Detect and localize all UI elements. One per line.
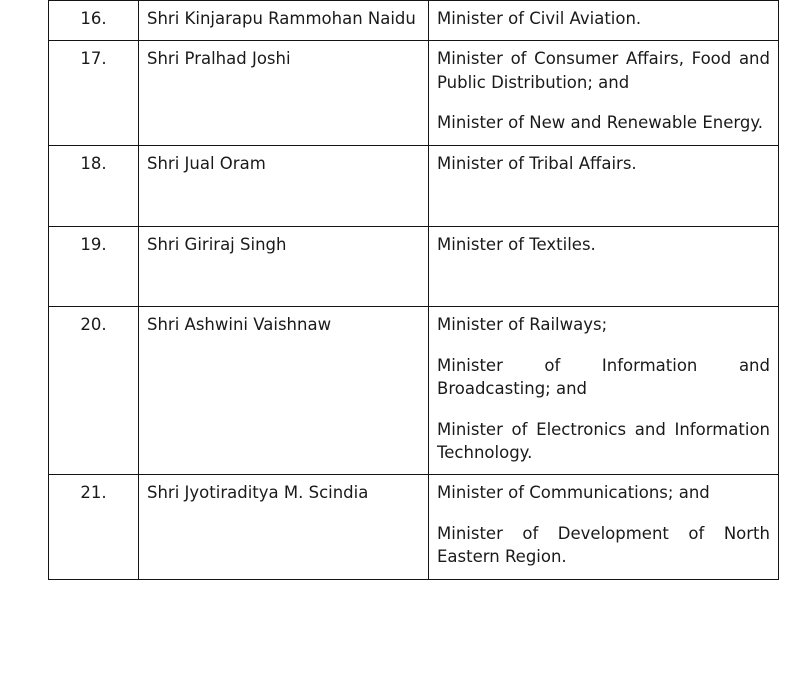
table-body bbox=[49, 1, 779, 580]
row-serial-number: 17. bbox=[49, 41, 139, 145]
row-minister-name: Shri Giriraj Singh bbox=[139, 226, 429, 307]
row-minister-name: Shri Kinjarapu Rammohan Naidu bbox=[139, 1, 429, 41]
portfolio-item: Minister of Electronics and Information Technology. bbox=[437, 419, 770, 463]
portfolio-item: Minister of Textiles. bbox=[437, 234, 596, 254]
row-serial-number: 21. bbox=[49, 475, 139, 579]
table-row bbox=[49, 1, 779, 41]
portfolio-item: Minister of Tribal Affairs. bbox=[437, 153, 637, 173]
row-portfolio bbox=[429, 307, 779, 475]
portfolio-item: Minister of New and Renewable Energy. bbox=[437, 113, 763, 133]
row-minister-name: Shri Jyotiraditya M. Scindia bbox=[139, 475, 429, 579]
row-serial-number: 19. bbox=[49, 226, 139, 307]
row-minister-name: Shri Pralhad Joshi bbox=[139, 41, 429, 145]
portfolio-item: Minister of Communications; and bbox=[437, 483, 710, 503]
row-serial-number: 18. bbox=[49, 145, 139, 226]
row-serial-number: 20. bbox=[49, 307, 139, 475]
row-portfolio bbox=[429, 41, 779, 145]
portfolio-item: Minister of Development of North Eastern Region. bbox=[437, 523, 770, 567]
portfolio-item: Minister of Civil Aviation. bbox=[437, 9, 642, 28]
portfolio-item: Minister of Railways; bbox=[437, 315, 608, 335]
portfolio-item: Minister of Consumer Affairs, Food and Public Distribution; and bbox=[437, 49, 770, 92]
row-serial-number: 16. bbox=[49, 1, 139, 41]
row-minister-name: Shri Ashwini Vaishnaw bbox=[139, 307, 429, 475]
row-minister-name: Shri Jual Oram bbox=[139, 145, 429, 226]
table-row bbox=[49, 307, 779, 475]
row-portfolio bbox=[429, 145, 779, 226]
council-of-ministers-table bbox=[48, 0, 779, 580]
portfolio-item: Minister of Information and Broadcasting; and bbox=[437, 355, 770, 399]
row-portfolio bbox=[429, 475, 779, 579]
table-row bbox=[49, 145, 779, 226]
table-row bbox=[49, 41, 779, 145]
row-portfolio bbox=[429, 226, 779, 307]
table-row bbox=[49, 475, 779, 579]
table-row bbox=[49, 226, 779, 307]
row-portfolio bbox=[429, 1, 779, 41]
